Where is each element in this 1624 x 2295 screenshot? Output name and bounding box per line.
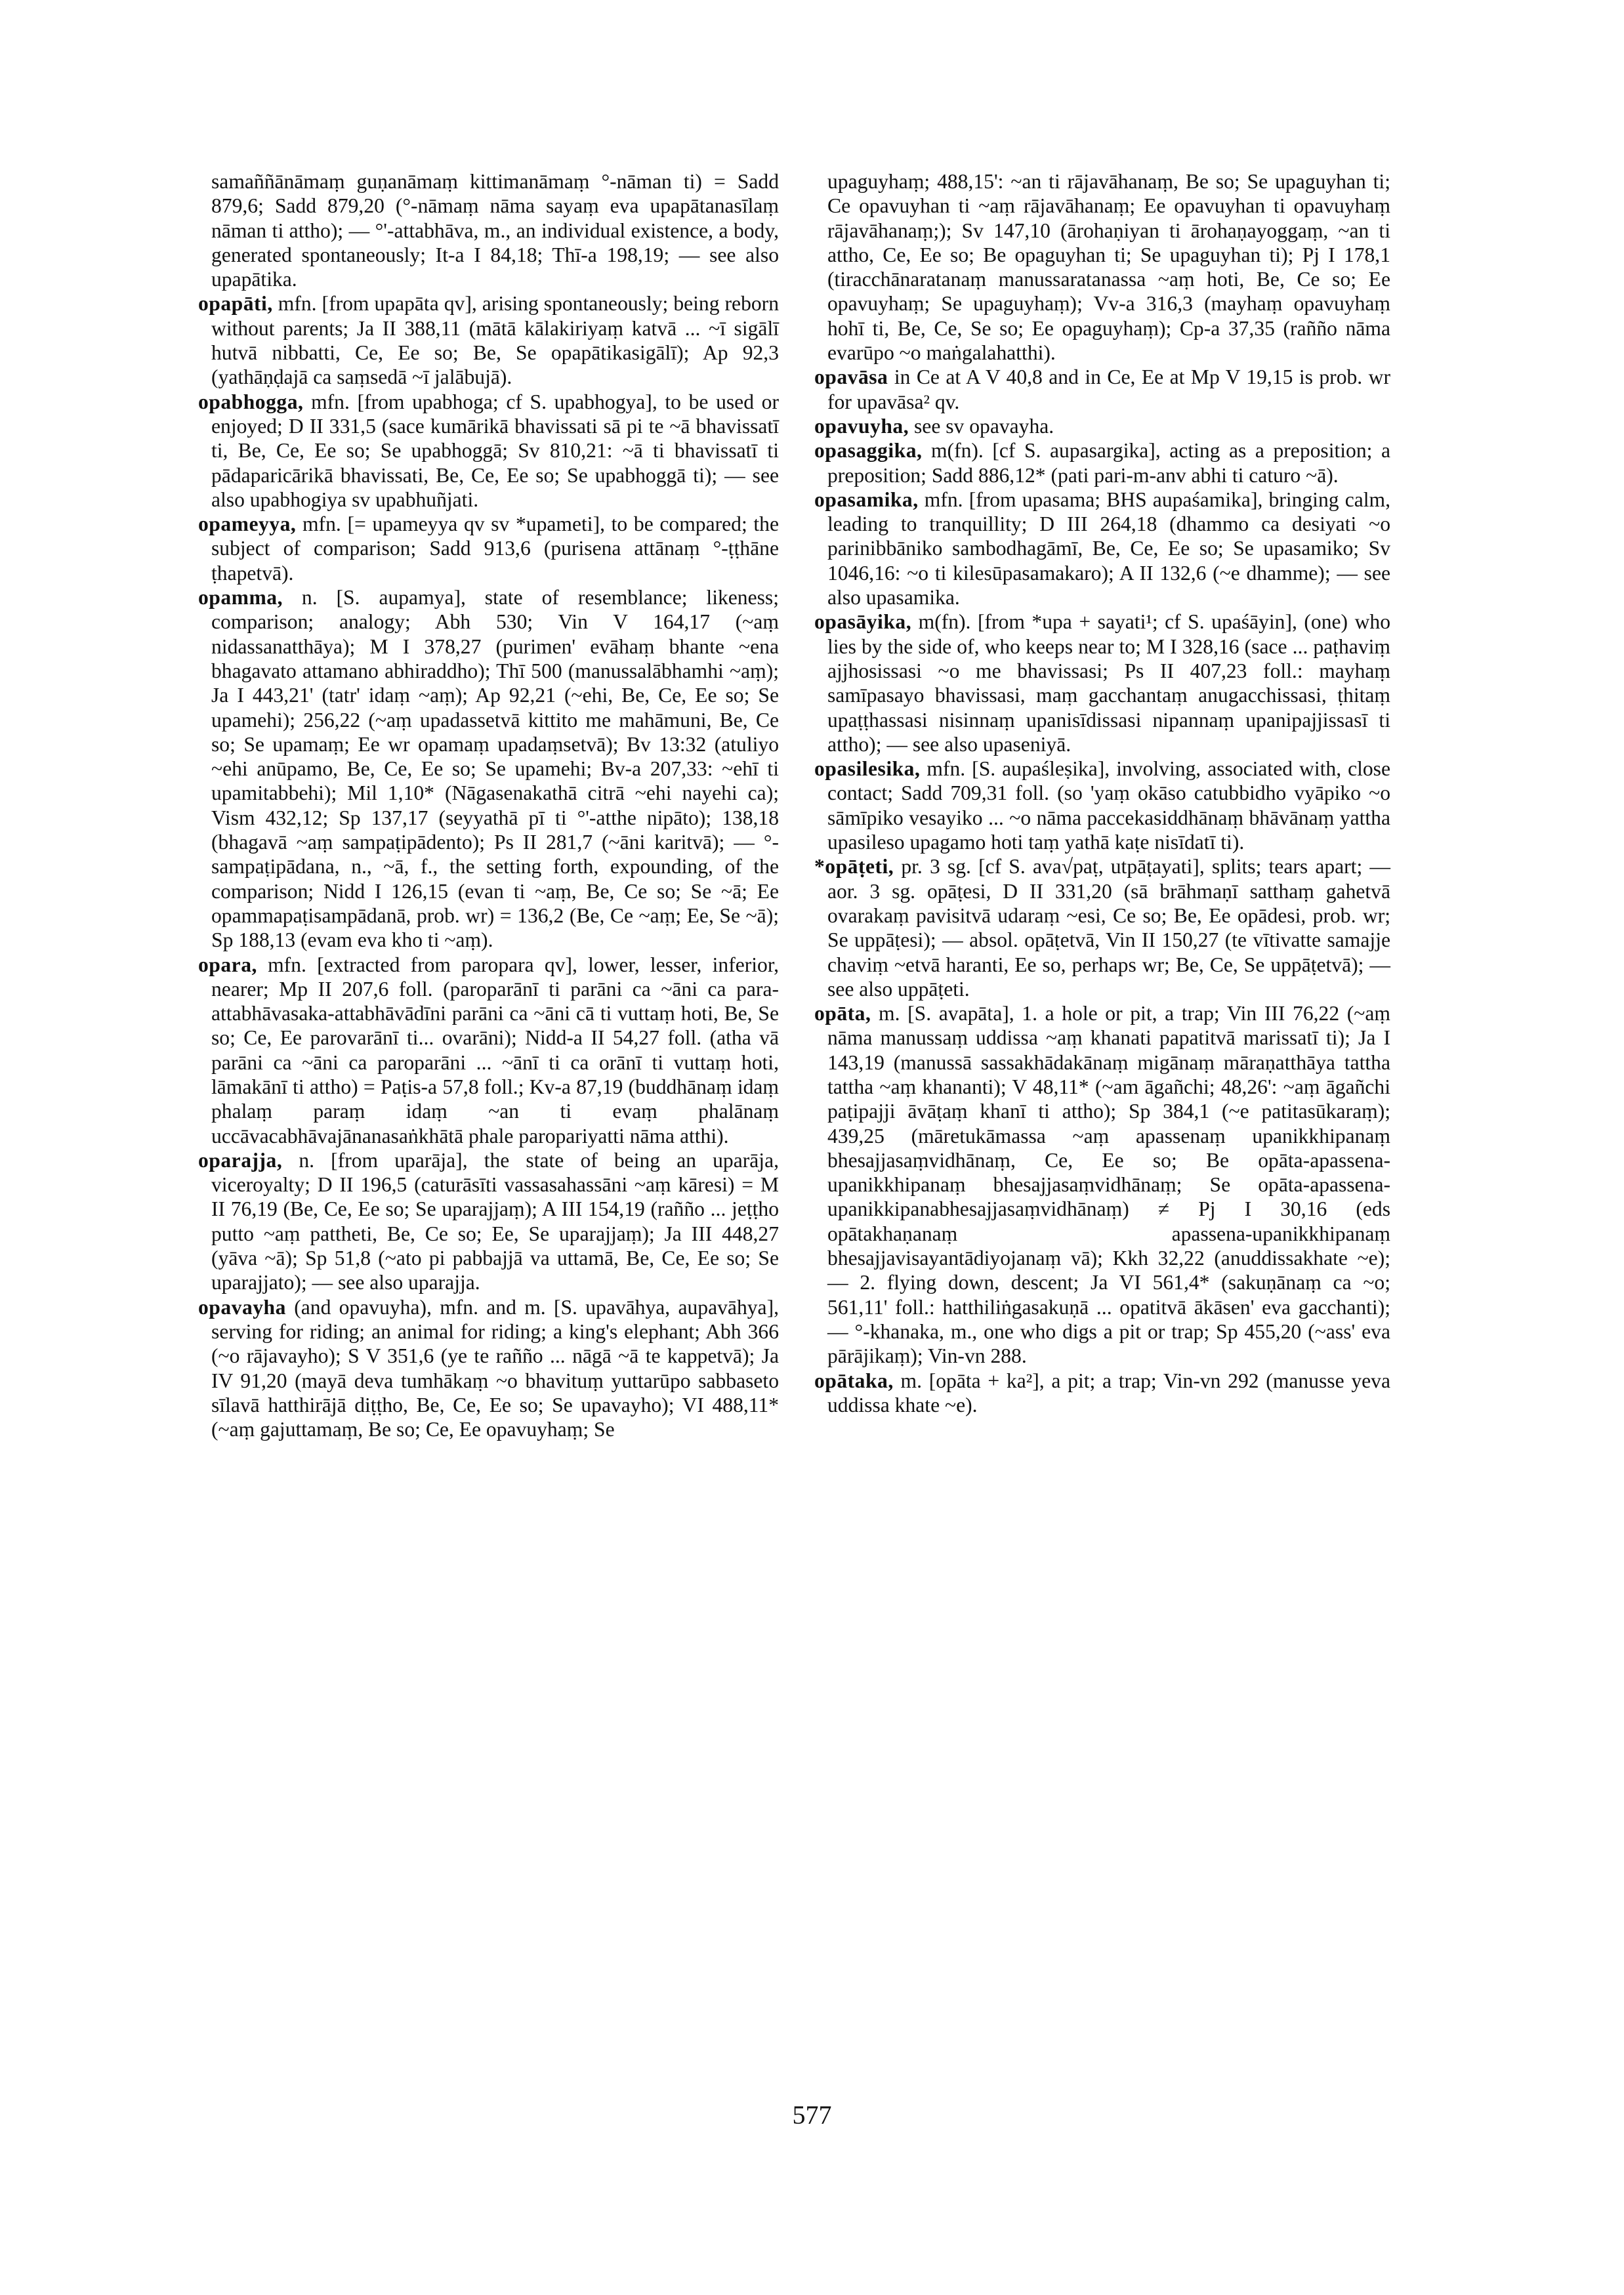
entry-headword: opātaka, — [814, 1369, 894, 1392]
entry-headword: opapāti, — [198, 292, 273, 316]
entry-text: mfn. [from upabhoga; cf S. upabhogya], to be used or enjoyed; D II 331,5 (sace kumārikā bhavissati sā pi te ~ā bhavissatī ti, Be, Ce, Ee so; Se upabhoggā; Sv 810,21: ~ā ti bhavissatī ti pādaparicārikā bhavissati, Be, Ce, Ee so; Se upabhoggā ti); — see also upabhogiya sv upabhuñjati. — [211, 390, 779, 511]
entry-text: mfn. [from upasama; BHS aupaśamika], bringing calm, leading to tranquillity; D III 264,18 (dhammo ca desiyati ~o parinibbāniko sambodhagāmī, Be, Ce, Ee so; Se upasamiko; Sv 1046,16: ~o ti kilesūpasamakaro); A II 132,6 (~e dhamme); — see also upasamika. — [827, 487, 1390, 610]
dictionary-entry — [814, 854, 1390, 1001]
dictionary-entry — [198, 390, 779, 512]
dictionary-entry — [198, 1148, 779, 1295]
dictionary-entry — [814, 438, 1390, 487]
entry-headword: opameyya, — [198, 512, 297, 536]
dictionary-entry — [814, 610, 1390, 756]
entry-text: upaguyhaṃ; 488,15': ~an ti rājavāhanaṃ, Be so; Se upaguyhan ti; Ce opavuyhan ti ~aṃ rājavāhanaṃ; Ee opavuyhan ti opavuyhaṃ rājavāhanaṃ;); Sv 147,10 (ārohaṇiyan ti ārohaṇayoggaṃ, ~an ti attho, Ce, Ee so; Be opaguyhan ti; Se upaguyhan ti); Pj I 178,1 (tiracchānaratanaṃ manussaratanassa ~aṃ hoti, Be, Ce so; Ee opavuyhaṃ; Se upaguyhaṃ); Vv-a 316,3 (mayhaṃ opavuyhaṃ hohī ti, Be, Ce, Se so; Ee opaguyhaṃ); Cp-a 37,35 (rañño nāma evarūpo ~o maṅgalahatthi). — [827, 170, 1390, 365]
entry-headword: opasaggika, — [814, 439, 923, 463]
entry-text: see sv opavayha. — [914, 414, 1054, 438]
entry-headword: *opāṭeti, — [814, 855, 894, 879]
entry-text: mfn. [= upameyya qv sv *upameti], to be compared; the subject of comparison; Sadd 913,6 (purisena attānaṃ °-ṭṭhāne ṭhapetvā). — [211, 512, 780, 585]
dictionary-entry — [198, 512, 779, 585]
entry-text: m(fn). [from *upa + sayati¹; cf S. upaśāyin], (one) who lies by the side of, who keeps near to; M I 328,16 (sace ... paṭhaviṃ ajjhosissasi ~o me bhavissasi; Ps II 407,23 foll.: mayhaṃ samīpasayo bhavissasi, maṃ gacchantaṃ anugacchissasi, ṭhitaṃ upaṭṭhassasi nisinnaṃ upanisīdissasi nipannaṃ upanipajjissasī ti attho); — see also upaseniyā. — [827, 610, 1390, 756]
entry-text: (and opavuyha), mfn. and m. [S. upavāhya, aupavāhya], serving for riding; an animal for riding; a king's elephant; Abh 366 (~o rājavayho); S V 351,6 (ye te rañño ... nāgā ~ā te kappetvā); Ja IV 91,20 (mayā deva tumhākaṃ ~o bhavituṃ yuttarūpo sabbaseto sīlavā hatthirājā diṭṭho, Be, Ce, Ee so; Se upavayho); VI 488,11* (~aṃ gajuttamaṃ, Be so; Ce, Ee opavuyhaṃ; Se — [211, 1295, 779, 1441]
entry-headword: opamma, — [198, 586, 283, 610]
dictionary-entry — [814, 1369, 1390, 1418]
dictionary-entry — [198, 585, 779, 952]
entry-headword: opara, — [198, 953, 257, 976]
entry-headword: opasilesika, — [814, 757, 921, 781]
right-column — [814, 169, 1390, 1417]
entry-headword: opasamika, — [814, 487, 919, 511]
dictionary-entry — [198, 169, 779, 291]
entry-headword: opavāsa — [814, 365, 888, 389]
dictionary-entry — [198, 291, 779, 389]
entry-text: m(fn). [cf S. aupasargika], acting as a preposition; a preposition; Sadd 886,12* (pati pari-m-anv abhi ti caturo ~ā). — [827, 439, 1390, 487]
entry-text: pr. 3 sg. [cf S. ava√paṭ, utpāṭayati], splits; tears apart; — aor. 3 sg. opāṭesi, D II 331,20 (sā brāhmaṇī satthaṃ gahetvā ovarakaṃ pavisitvā udaraṃ ~esi, Ce so; Be, Ee opādesi, prob. wr; Se uppāṭesi); — absol. opāṭetvā, Vin II 150,27 (te vītivatte samajje chaviṃ ~etvā haranti, Ee so, perhaps wr; Be, Ce, Se uppāṭetvā); — see also uppāṭeti. — [827, 855, 1390, 1001]
dictionary-entry — [814, 1001, 1390, 1368]
entry-headword: opavuyha, — [814, 414, 909, 438]
entry-text: m. [S. avapāta], 1. a hole or pit, a trap; Vin III 76,22 (~aṃ nāma manussaṃ uddissa ~aṃ khanati papatitvā marissatī ti); Ja I 143,19 (manussā sassakhādakānaṃ migānaṃ māraṇatthāya tattha tattha ~aṃ khananti); V 48,11* (~am āgañchi; 48,26': ~aṃ āgañchi paṭipajji āvāṭaṃ khanī ti attho); Sp 384,1 (~e patitasūkaraṃ); 439,25 (māretukāmassa ~aṃ apassenaṃ upanikkhipanaṃ bhesajjasaṃvidhānaṃ, Ce, Ee so; Be opāta-apassena-upanikkhipanaṃ bhesajjasaṃvidhānaṃ; Se opāta-apassena-upanikkipanabhesajjasaṃvidhānaṃ) ≠ Pj I 30,16 (eds opātakhaṇanaṃ apassena-upanikkhipanaṃ bhesajjavisayantādiyojanaṃ vā); Kkh 32,22 (anuddissakhate ~e); — 2. flying down, descent; Ja VI 561,4* (sakuṇānaṃ ca ~o; 561,11' foll.: hatthiliṅgasakuṇā ... opatitvā ākāsen' eva gacchanti); — °-khanaka, m., one who digs a pit or trap; Sp 455,20 (~ass' eva pārājikaṃ); Vin-vn 288. — [827, 1002, 1390, 1368]
entry-text: mfn. [from upapāta qv], arising spontaneously; being reborn without parents; Ja II 388,11 (mātā kālakiriyaṃ katvā ... ~ī sigālī hutvā nibbatti, Ce, Ee so; Be, Se opapātikasigālī); Ap 92,3 (yathāṇḍajā ca saṃsedā ~ī jalābujā). — [211, 292, 779, 389]
entry-headword: oparajja, — [198, 1148, 283, 1172]
entry-headword: opāta, — [814, 1002, 871, 1025]
dictionary-entry — [814, 414, 1390, 438]
left-column — [198, 169, 779, 1441]
entry-text: mfn. [extracted from paropara qv], lower, lesser, inferior, nearer; Mp II 207,6 foll. (paroparānī ti parāni ca ~āni ca para-attabhāvasaka-attabhāvādīni parāni ca ~āni cā ti vuttaṃ hoti, Be, Se so; Ce, Ee parovarānī ti... ovarāni); Nidd-a II 54,27 foll. (atha vā parāni ca ~āni ca paroparāni ... ~ānī ti ca orānī ti vuttaṃ hoti, lāmakānī ti attho) = Paṭis-a 57,8 foll.; Kv-a 87,19 (buddhānaṃ idaṃ phalaṃ paraṃ idaṃ ~an ti evaṃ phalānaṃ uccāvacabhāvajānanasaṅkhātā phale paropariyatti nāma atthi). — [211, 953, 779, 1148]
entry-text: m. [opāta + ka²], a pit; a trap; Vin-vn 292 (manusse yeva uddissa khate ~e). — [827, 1369, 1390, 1416]
dictionary-entry — [198, 953, 779, 1148]
dictionary-entry — [814, 365, 1390, 414]
entry-text: samaññānāmaṃ guṇanāmaṃ kittimanāmaṃ °-nāman ti) = Sadd 879,6; Sadd 879,20 (°-nāmaṃ nāma sayaṃ eva upapātanasīlaṃ nāman ti attho); — °'-attabhāva, m., an individual existence, a body, generated spontaneously; It-a I 84,18; Thī-a 198,19; — see also upapātika. — [211, 170, 779, 291]
entry-headword: opabhogga, — [198, 390, 304, 413]
entry-text: in Ce at A V 40,8 and in Ce, Ee at Mp V 19,15 is prob. wr for upavāsa² qv. — [827, 365, 1390, 413]
page-number: 577 — [792, 2100, 832, 2130]
dictionary-entry — [814, 487, 1390, 610]
entry-headword: opasāyika, — [814, 610, 912, 634]
entry-text: mfn. [S. aupaśleṣika], involving, associated with, close contact; Sadd 709,31 foll. (so 'yaṃ okāso catubbidho vyāpiko ~o sāmīpiko vesayiko ... ~o nāma paccekasiddhānaṃ bhāvānaṃ yattha upasileso upagamo hoti taṃ yathā kaṭe nisīdatī ti). — [827, 757, 1390, 854]
dictionary-entry — [814, 169, 1390, 365]
entry-text: n. [S. aupamya], state of resemblance; likeness; comparison; analogy; Abh 530; Vin V 164,17 (~aṃ nidassanatthāya); M I 378,27 (purimen' evāhaṃ bhante ~ena bhagavato attamano abhiraddho); Thī 500 (manussalābhamhi ~aṃ); Ja I 443,21' (tatr' idaṃ ~aṃ); Ap 92,21 (~ehi, Be, Ce, Ee so; Se upamehi); 256,22 (~aṃ upadassetvā kittito me mahāmuni, Be, Ce so; Se upamaṃ; Ee wr opamaṃ upadaṃsetvā); Bv 13:32 (atuliyo ~ehi anūpamo, Be, Ce, Ee so; Se upamehi; Bv-a 207,33: ~ehī ti upamitabbehi); Mil 1,10* (Nāgasenakathā citrā ~ehi nayehi ca); Vism 432,12; Sp 137,17 (seyyathā pī ti °'-atthe nipāto); 138,18 (bhagavā ~aṃ sampaṭipādento); Ps II 281,7 (~āni karitvā); — °-sampaṭipādana, n., ~ā, f., the setting forth, expounding, of the comparison; Nidd I 126,15 (evan ti ~aṃ, Be, Ce so; Se ~ā; Ee opammapaṭisampādanā, prob. wr) = 136,2 (Be, Ce ~aṃ; Ee, Se ~ā); Sp 188,13 (evam eva kho ti ~aṃ). — [211, 586, 779, 952]
dictionary-entry — [814, 756, 1390, 854]
entry-headword: opavayha — [198, 1295, 286, 1319]
dictionary-entry — [198, 1295, 779, 1442]
entry-text: n. [from uparāja], the state of being an uparāja, viceroyalty; D II 196,5 (caturāsīti vassasahassāni ~aṃ kāresi) = M II 76,19 (Be, Ce, Ee so; Se uparajjaṃ); A III 154,19 (rañño ... jeṭṭho putto ~aṃ pattheti, Be, Ce so; Ee, Se uparajjaṃ); Ja III 448,27 (yāva ~ā); Sp 51,8 (~ato pi pabbajjā va uttamā, Be, Ce, Ee so; Se uparajjato); — see also uparajja. — [211, 1148, 779, 1294]
